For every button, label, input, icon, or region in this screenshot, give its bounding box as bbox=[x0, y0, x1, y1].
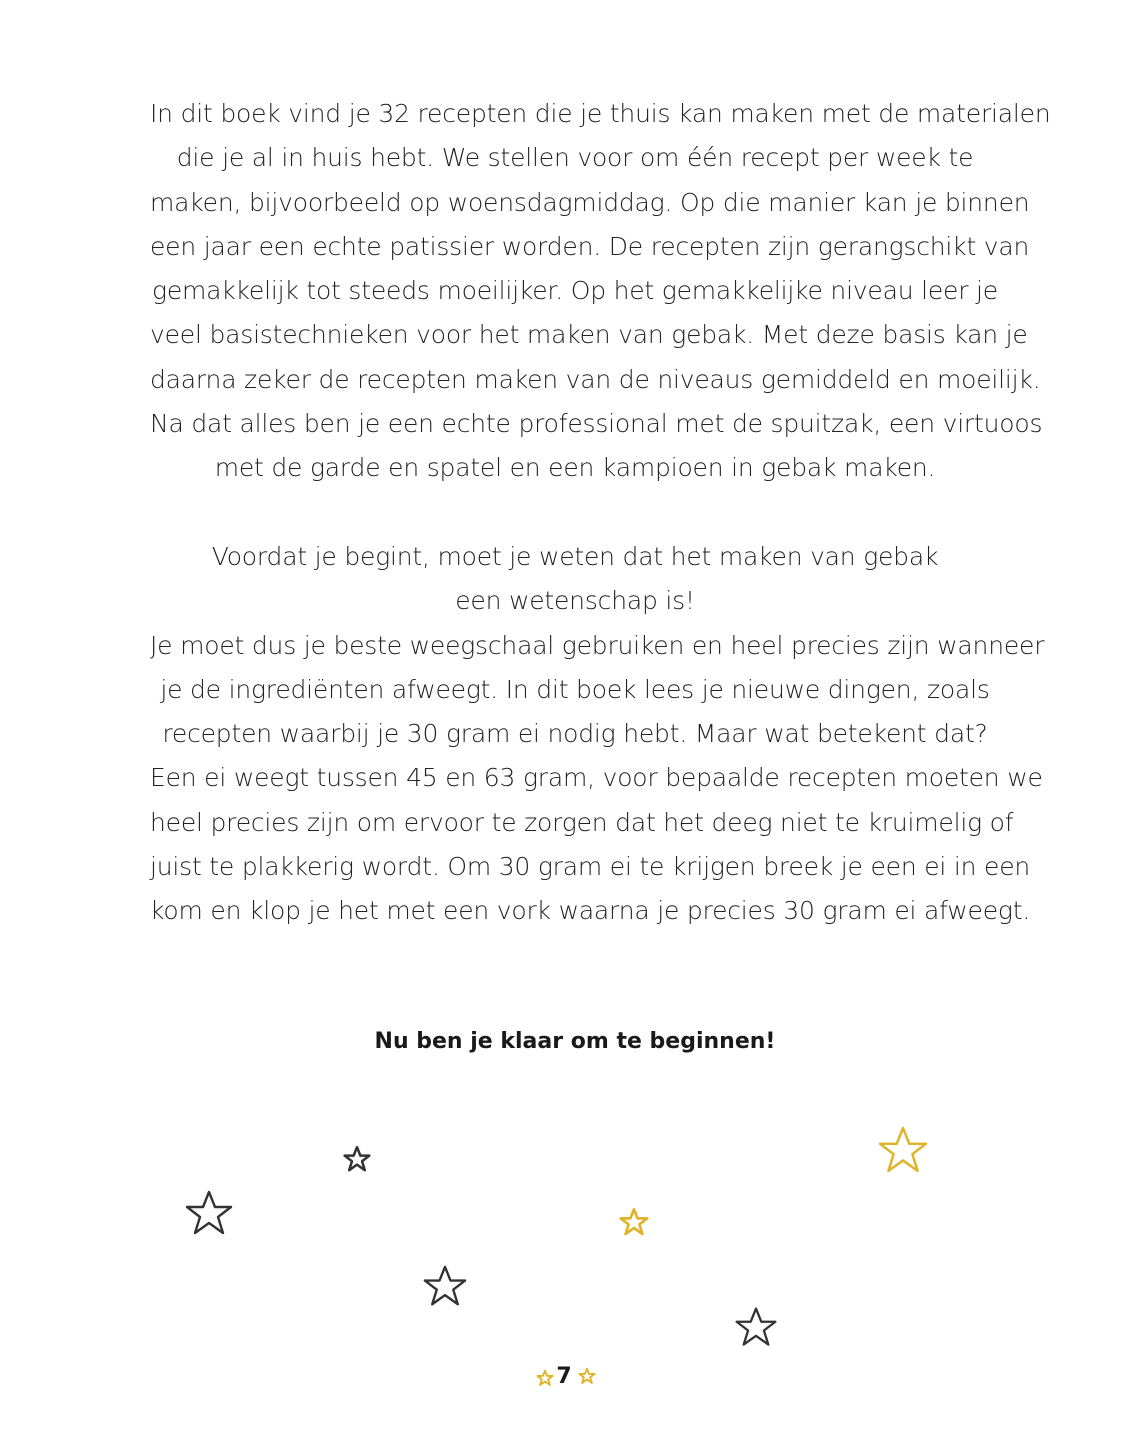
star-outline-icon bbox=[734, 1306, 778, 1348]
paragraph-line: een jaar een echte patissier worden. De recepten zijn gerangschikt van bbox=[150, 231, 1030, 261]
star-outline-icon bbox=[422, 1265, 468, 1307]
paragraph-line: je de ingrediënten afweegt. In dit boek lees je nieuwe dingen, zoals bbox=[160, 674, 990, 704]
paragraph-line: maken, bijvoorbeeld op woensdagmiddag. Op die manier kan je binnen bbox=[150, 187, 1030, 217]
paragraph-line: veel basistechnieken voor het maken van gebak. Met deze basis kan je bbox=[150, 320, 1028, 350]
science-paragraph bbox=[150, 535, 1045, 934]
closing-sentence: Nu ben je klaar om te beginnen! bbox=[374, 1029, 776, 1054]
paragraph-line: kom en klop je het met een vork waarna je precies 30 gram ei afweegt. bbox=[150, 896, 1031, 926]
paragraph-line: Een ei weegt tussen 45 en 63 gram, voor bepaalde recepten moeten we bbox=[150, 763, 1043, 793]
paragraph-line: Je moet dus je beste weegschaal gebruiken en heel precies zijn wanneer bbox=[150, 630, 1045, 660]
paragraph-line: recepten waarbij je 30 gram ei nodig hebt. Maar wat betekent dat? bbox=[162, 719, 988, 749]
paragraph-line: met de garde en spatel en een kampioen in gebak maken. bbox=[214, 453, 936, 483]
paragraph-line: juist te plakkerig wordt. Om 30 gram ei te krijgen breek je een ei in een bbox=[150, 852, 1031, 882]
paragraph-line: Voordat je begint, moet je weten dat het maken van gebak bbox=[211, 542, 939, 571]
page-number: 7 bbox=[556, 1364, 572, 1389]
paragraph-line: heel precies zijn om ervoor te zorgen dat het deeg niet te kruimelig of bbox=[150, 807, 1014, 837]
star-outline-icon bbox=[578, 1368, 596, 1384]
paragraph-line: die je al in huis hebt. We stellen voor om één recept per week te bbox=[176, 143, 974, 173]
paragraph-line: Na dat alles ben je een echte professional met de spuitzak, een virtuoos bbox=[150, 409, 1043, 439]
paragraph-line: daarna zeker de recepten maken van de niveaus gemiddeld en moeilijk. bbox=[150, 364, 1041, 394]
paragraph-line: In dit boek vind je 32 recepten die je thuis kan maken met de materialen bbox=[150, 99, 1051, 128]
star-outline-icon bbox=[876, 1126, 930, 1174]
paragraph-line: een wetenschap is! bbox=[455, 586, 695, 616]
star-outline-icon bbox=[619, 1208, 649, 1236]
star-outline-icon bbox=[343, 1146, 371, 1172]
star-outline-icon bbox=[184, 1190, 234, 1236]
intro-paragraph bbox=[150, 92, 1051, 491]
paragraph-line: gemakkelijk tot steeds moeilijker. Op het gemakkelijke niveau leer je bbox=[152, 276, 998, 306]
page-footer bbox=[514, 1362, 614, 1392]
